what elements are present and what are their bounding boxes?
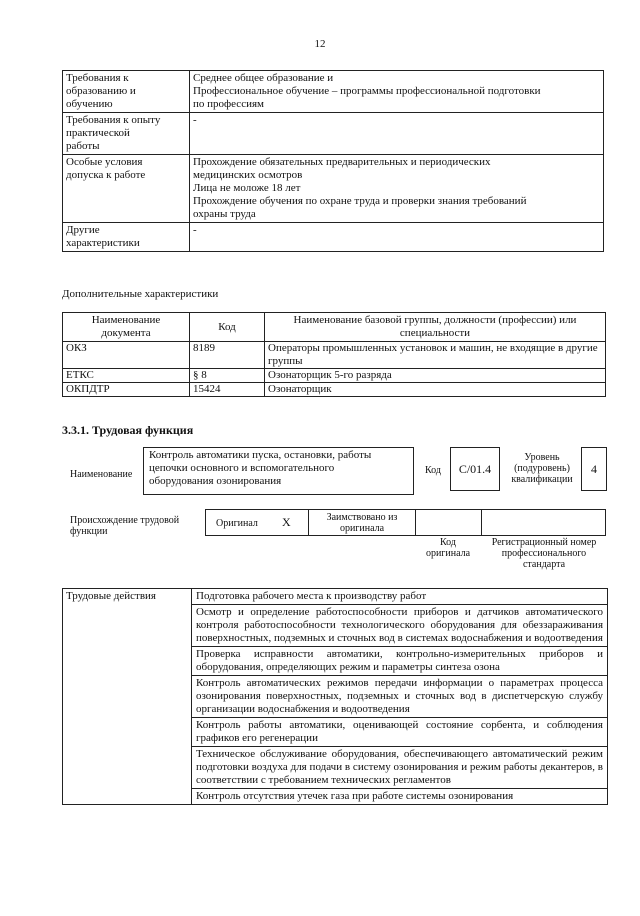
- labor-action-item: Контроль работы автоматики, оценивающей состояние сорбента, и соблюдения графиков его регенерации: [192, 718, 608, 747]
- labor-action-item: Техническое обслуживание оборудования, обеспечивающего автоматический режим подготовки воздуха для подачи в систему озонирования и режим работы декантеров, в соответствии с требованием технических регламентов: [192, 747, 608, 789]
- header-name: Наименование базовой группы, должности (профессии) или специальности: [265, 313, 606, 342]
- table-row: [63, 155, 604, 223]
- additional-table: [62, 312, 606, 397]
- function-name-line: цепочки основного и вспомогательного: [149, 462, 335, 474]
- table-row: [63, 71, 604, 113]
- row-value: [190, 155, 604, 223]
- reg-number-line: профессионального: [501, 548, 587, 559]
- level-value-box: 4: [581, 447, 607, 491]
- code-original-line: оригинала: [425, 548, 471, 559]
- name-cell: Озонаторщик: [265, 383, 606, 397]
- code-value-box: C/01.4: [450, 447, 500, 491]
- row-value: [190, 223, 604, 252]
- row-label: [63, 223, 190, 252]
- table-row: [63, 223, 604, 252]
- reg-number-line: Регистрационный номер: [491, 537, 597, 548]
- value-line: -: [193, 224, 197, 236]
- table-row: [63, 113, 604, 155]
- label-line: практической: [66, 127, 130, 139]
- function-name-line: оборудования озонирования: [149, 475, 282, 487]
- code-cell: 15424: [190, 383, 265, 397]
- name-cell: Операторы промышленных установок и машин, не входящие в другие группы: [265, 342, 606, 369]
- row-label: [63, 71, 190, 113]
- function-name-line: Контроль автоматики пуска, остановки, работы: [149, 449, 372, 461]
- name-label: Наименование: [70, 469, 133, 480]
- doc-cell: ЕТКС: [63, 369, 190, 383]
- header-row: [63, 313, 606, 342]
- origin-label: [70, 515, 179, 537]
- row-label: [63, 113, 190, 155]
- label-line: Особые условия: [66, 156, 143, 168]
- origin-box: [205, 509, 606, 536]
- labor-actions-label: Трудовые действия: [63, 589, 192, 805]
- labor-action-item: Осмотр и определение работоспособности приборов и датчиков автоматического контроля работоспособности технологического оборудования для обеззараживания поверхностных, подземных и сточных вод в системах водоснабжения и водоотведения: [192, 605, 608, 647]
- value-line: Прохождение обязательных предварительных и периодических: [193, 156, 491, 168]
- header-doc: Наименование документа: [63, 313, 190, 342]
- header-code: Код: [190, 313, 265, 342]
- borrowed-label-line: оригинала: [339, 523, 385, 534]
- level-label-line: Уровень: [524, 452, 560, 463]
- level-label-line: квалификации: [511, 474, 573, 485]
- value-line: Прохождение обучения по охране труда и проверки знания требований: [193, 195, 527, 207]
- original-mark: X: [282, 515, 291, 529]
- table-row: [63, 383, 606, 397]
- doc-cell: ОКЗ: [63, 342, 190, 369]
- original-label: Оригинал: [216, 518, 258, 529]
- label-line: допуска к работе: [66, 169, 146, 181]
- labor-action-item: Контроль отсутствия утечек газа при работе системы озонирования: [192, 789, 608, 805]
- function-name-box: [143, 447, 414, 495]
- origin-label-line: функции: [70, 526, 108, 537]
- row-label: [63, 155, 190, 223]
- divider: [415, 510, 416, 535]
- label-line: Требования к опыту: [66, 114, 161, 126]
- divider: [481, 510, 482, 535]
- requirements-table: [62, 70, 604, 252]
- code-original-label: [416, 537, 480, 559]
- code-original-line: Код: [440, 537, 456, 548]
- page-number: 12: [314, 38, 326, 50]
- level-label: [506, 452, 578, 485]
- additional-title: Дополнительные характеристики: [62, 288, 219, 300]
- level-label-line: (подуровень): [514, 463, 570, 474]
- borrowed-label: [310, 512, 414, 534]
- value-line: по профессиям: [193, 98, 264, 110]
- reg-number-line: стандарта: [522, 559, 566, 570]
- labor-action-item: Контроль автоматических режимов передачи информации о параметрах процесса озонирования поверхностных, подземных и сточных вод в диспетчерскую службу организации водоснабжения и водоотведения: [192, 676, 608, 718]
- name-cell: Озонаторщик 5-го разряда: [265, 369, 606, 383]
- value-line: Среднее общее образование и: [193, 72, 334, 84]
- borrowed-label-line: Заимствовано из: [326, 512, 398, 523]
- divider: [308, 510, 309, 535]
- table-row: [63, 589, 608, 605]
- label-line: Другие: [66, 224, 100, 236]
- value-line: Лица не моложе 18 лет: [193, 182, 301, 194]
- row-value: [190, 113, 604, 155]
- labor-actions-table: [62, 588, 608, 805]
- labor-action-item: Проверка исправности автоматики, контрольно-измерительных приборов и оборудования, определяющих режим и параметры синтеза озона: [192, 647, 608, 676]
- code-cell: 8189: [190, 342, 265, 369]
- value-line: охраны труда: [193, 208, 256, 220]
- label-line: характеристики: [66, 237, 140, 249]
- code-cell: § 8: [190, 369, 265, 383]
- value-line: -: [193, 114, 197, 126]
- section-heading: 3.3.1. Трудовая функция: [62, 423, 194, 437]
- label-line: образованию и: [66, 85, 136, 97]
- label-line: Требования к: [66, 72, 129, 84]
- value-line: медицинских осмотров: [193, 169, 303, 181]
- labor-action-item: Подготовка рабочего места к производству работ: [192, 589, 608, 605]
- value-line: Профессиональное обучение – программы профессиональной подготовки: [193, 85, 541, 97]
- label-line: работы: [66, 140, 100, 152]
- doc-cell: ОКПДТР: [63, 383, 190, 397]
- table-row: [63, 342, 606, 369]
- origin-label-line: Происхождение трудовой: [70, 515, 180, 526]
- reg-number-label: [482, 537, 606, 570]
- table-row: [63, 369, 606, 383]
- row-value: [190, 71, 604, 113]
- label-line: обучению: [66, 98, 113, 110]
- code-label: Код: [425, 465, 441, 476]
